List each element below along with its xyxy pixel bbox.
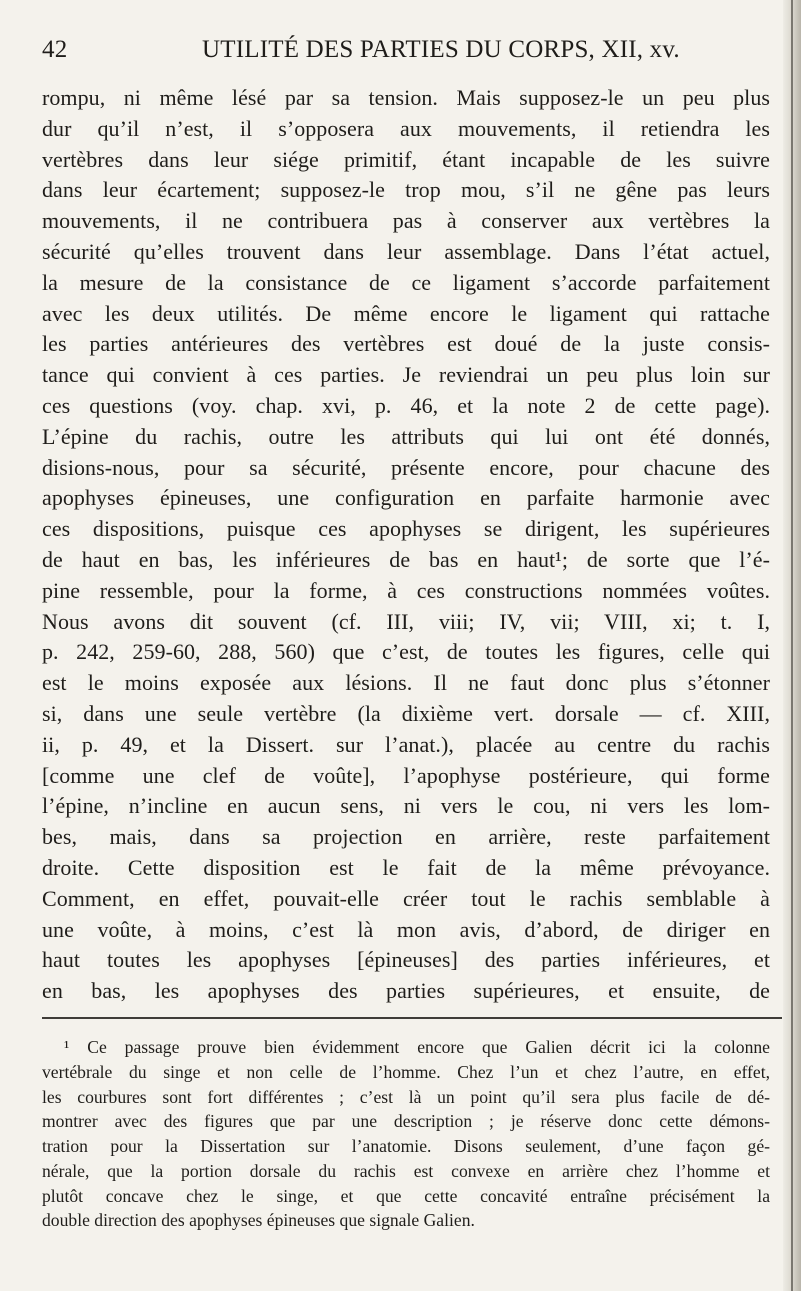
text-line: mouvements, il ne contribuera pas à conserver aux vertèbres la	[42, 208, 770, 234]
text-line: L’épine du rachis, outre les attributs qui lui ont été donnés,	[42, 423, 770, 449]
footnote-line: plutôt concave chez le singe, et que cette concavité entraîne précisément la	[42, 1185, 770, 1206]
text-line: tance qui convient à ces parties. Je reviendrai un peu plus loin sur	[42, 362, 770, 388]
text-line: si, dans une seule vertèbre (la dixième vert. dorsale — cf. XIII,	[42, 700, 770, 726]
book-page	[42, 36, 770, 1233]
page-edge-shadow	[783, 0, 801, 1291]
text-line: les parties antérieures des vertèbres est doué de la juste consis-	[42, 331, 770, 357]
footnote-line: nérale, que la portion dorsale du rachis est convexe en arrière chez l’homme et	[42, 1160, 770, 1181]
running-header	[42, 36, 770, 72]
text-line: dur qu’il n’est, il s’opposera aux mouvements, il retiendra les	[42, 115, 770, 141]
text-line: bes, mais, dans sa projection en arrière, reste parfaitement	[42, 824, 770, 850]
page-number: 42	[42, 36, 68, 63]
running-title: UTILITÉ DES PARTIES DU CORPS, XII, xv.	[202, 36, 680, 63]
footnote-line: double direction des apophyses épineuses que signale Galien.	[42, 1210, 475, 1231]
text-line: ces questions (voy. chap. xvi, p. 46, et la note 2 de cette page).	[42, 392, 770, 418]
text-line: pine ressemble, pour la forme, à ces constructions nommées voûtes.	[42, 577, 770, 603]
text-line: p. 242, 259-60, 288, 560) que c’est, de toutes les figures, celle qui	[42, 639, 770, 665]
text-line: apophyses épineuses, une configuration en parfaite harmonie avec	[42, 485, 770, 511]
footnote	[42, 1035, 770, 1233]
text-line: [comme une clef de voûte], l’apophyse postérieure, qui forme	[42, 762, 770, 788]
text-line: rompu, ni même lésé par sa tension. Mais supposez-le un peu plus	[42, 85, 770, 110]
text-line: l’épine, n’incline en aucun sens, ni vers le cou, ni vers les lom-	[42, 793, 770, 819]
text-line: en bas, les apophyses des parties supérieures, et ensuite, de	[42, 978, 770, 1004]
text-line: ces dispositions, puisque ces apophyses se dirigent, les supérieures	[42, 516, 770, 542]
text-line: dans leur écartement; supposez-le trop mou, s’il ne gêne pas leurs	[42, 177, 770, 203]
text-line: sécurité qu’elles trouvent dans leur assemblage. Dans l’état actuel,	[42, 238, 770, 264]
footnote-line: montrer avec des figures que par une description ; je réserve donc cette démons-	[42, 1111, 770, 1132]
main-text	[42, 83, 770, 1007]
text-line: Comment, en effet, pouvait-elle créer tout le rachis semblable à	[42, 885, 770, 911]
text-line: la mesure de la consistance de ce ligament s’accorde parfaitement	[42, 269, 770, 295]
text-line: disions-nous, pour sa sécurité, présente encore, pour chacune des	[42, 454, 770, 480]
footnote-line: ¹ Ce passage prouve bien évidemment encore que Galien décrit ici la colonne	[64, 1036, 770, 1057]
footnote-line: vertébrale du singe et non celle de l’homme. Chez l’un et chez l’autre, en effet,	[42, 1061, 770, 1082]
text-line: haut toutes les apophyses [épineuses] des parties inférieures, et	[42, 947, 770, 973]
text-line: vertèbres dans leur siége primitif, étant incapable de les suivre	[42, 146, 770, 172]
text-line: est le moins exposée aux lésions. Il ne faut donc plus s’étonner	[42, 670, 770, 696]
edge-rule	[791, 0, 793, 1291]
text-line: une voûte, à moins, c’est là mon avis, d’abord, de diriger en	[42, 916, 770, 942]
text-line: Nous avons dit souvent (cf. III, viii; IV, vii; VIII, xi; t. I,	[42, 608, 770, 634]
text-line: ii, p. 49, et la Dissert. sur l’anat.), placée au centre du rachis	[42, 731, 770, 757]
text-line: avec les deux utilités. De même encore le ligament qui rattache	[42, 300, 770, 326]
footnote-separator	[42, 1017, 782, 1019]
footnote-line: tration pour la Dissertation sur l’anatomie. Disons seulement, d’une façon gé-	[42, 1136, 770, 1157]
footnote-line: les courbures sont fort différentes ; c’est là un point qu’il sera plus facile de dé-	[42, 1086, 770, 1107]
text-line: droite. Cette disposition est le fait de la même prévoyance.	[42, 854, 770, 880]
text-line: de haut en bas, les inférieures de bas en haut¹; de sorte que l’é-	[42, 546, 770, 572]
